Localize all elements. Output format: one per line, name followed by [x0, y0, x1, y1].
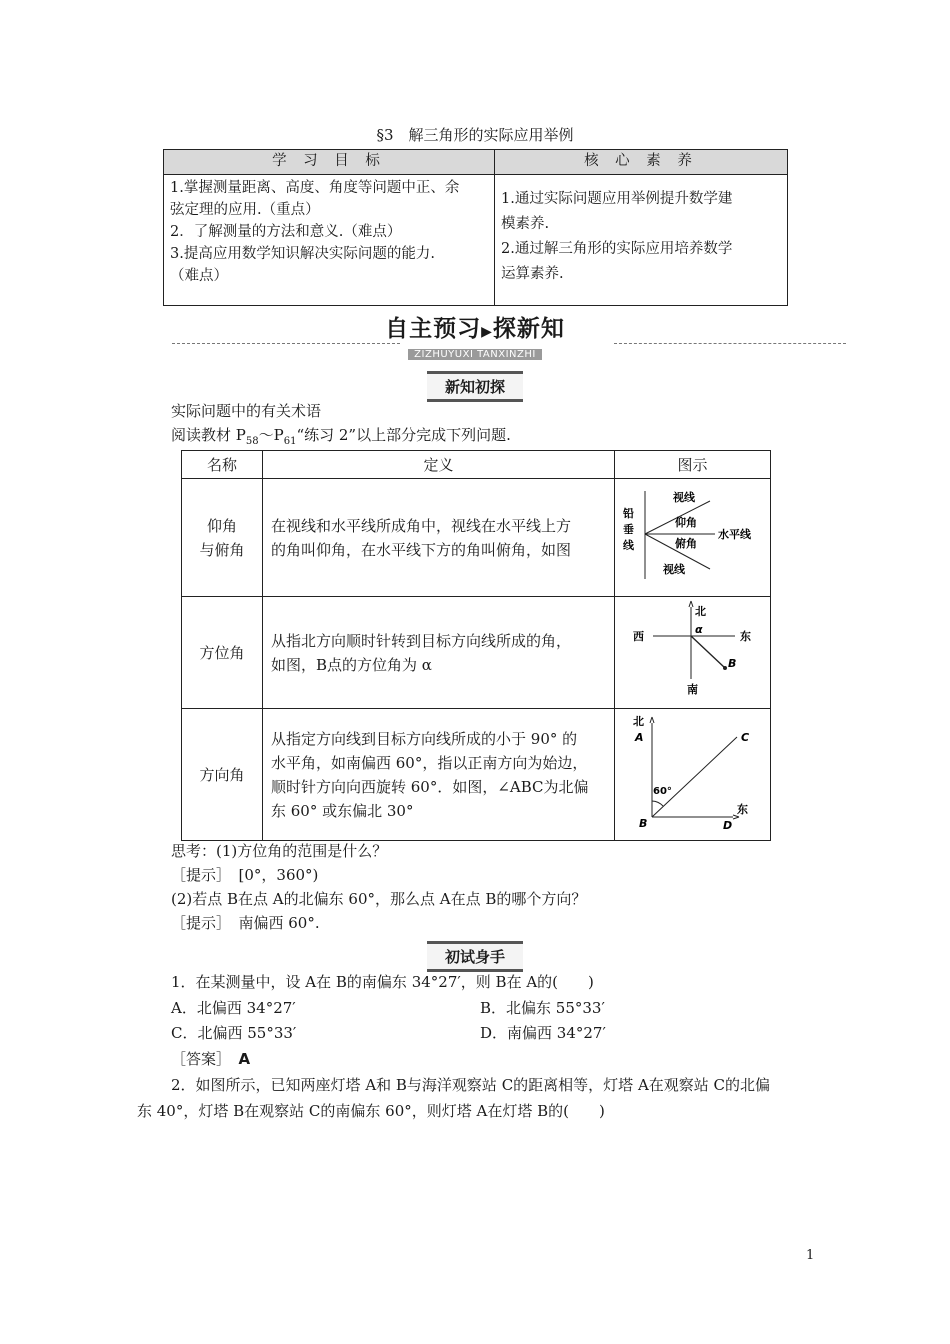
banner-main-text-2: 探新知: [492, 316, 565, 342]
goal-line: 3.提高应用数学知识解决实际问题的能力.: [170, 246, 435, 262]
svg-text:水平线: 水平线: [717, 528, 751, 541]
svg-text:D: D: [722, 819, 733, 832]
svg-text:仰角: 仰角: [674, 516, 697, 529]
goal-line: 弦定理的应用.（重点）: [170, 202, 320, 218]
option-a: A．北偏西 34°27′: [171, 999, 296, 1017]
svg-text:东: 东: [739, 630, 751, 643]
section-banner: [0, 310, 950, 361]
col-name: 名称: [182, 451, 263, 479]
terms-table: [181, 450, 771, 841]
learning-goals-table: [163, 149, 788, 306]
goal-line: （难点）: [170, 268, 228, 284]
table-row: 方位角 从指北方向顺时针转到目标方向线所成的角， 如图，B点的方位角为 α 北 西 东 α B 南: [182, 597, 771, 709]
answer-1: ［答案］ A: [171, 1050, 251, 1068]
goal-line: 1.掌握测量距离、高度、角度等问题中正、余: [170, 180, 460, 196]
table-row: 方向角 从指定方向线到目标方向线所成的小于 90° 的 水平角，如南偏西 60°，指以正南方向为始边， 顺时针方向向西旋转 60°．如图，∠ABC为北偏 东 60° 或东偏北 30° 北 A C 60° B D 东: [182, 709, 771, 841]
literacy-line: 模素养.: [501, 216, 550, 232]
svg-text:B: B: [638, 817, 648, 830]
question-1-stem: 1．在某测量中，设 A在 B的南偏东 34°27′，则 B在 A的( ): [171, 973, 594, 991]
think-question-1: 思考：(1)方位角的范围是什么？: [171, 842, 388, 860]
banner-main-text: 自主预习: [385, 316, 482, 342]
banner-divider-left: [172, 343, 400, 344]
svg-text:视线: 视线: [662, 563, 685, 576]
svg-text:线: 线: [622, 539, 634, 552]
reading-instruction: 阅读教材 $P_{58}\sim P_{61}“$练习 2”以上部分完成下列问题.: [171, 426, 511, 447]
svg-text:南: 南: [686, 683, 698, 696]
svg-text:60°: 60°: [652, 786, 672, 797]
banner-subtitle: ZIZHUYUXI TANXINZHI: [408, 349, 542, 360]
col-definition: 定义: [263, 451, 615, 479]
col-figure: 图示: [614, 451, 770, 479]
table-row: 仰角 与俯角 在视线和水平线所成角中，视线在水平线上方 的角叫仰角，在水平线下方的角叫俯角，如图 铅 垂 线 视线 仰角 俯角 水平线 视线: [182, 479, 771, 597]
svg-text:俯角: 俯角: [674, 537, 697, 550]
svg-text:B: B: [727, 657, 737, 670]
question-2-line-1: 2．如图所示，已知两座灯塔 A和 B与海洋观察站 C的距离相等，灯塔 A在观察站 C的北偏: [171, 1076, 771, 1094]
option-c: C．北偏西 55°33′: [171, 1024, 297, 1042]
svg-text:C: C: [740, 731, 750, 744]
question-2-line-2: 东 40°，灯塔 B在观察站 C的南偏东 60°，则灯塔 A在灯塔 B的( ): [137, 1102, 605, 1120]
think-question-2: (2)若点 B在点 A的北偏东 60°，那么点 A在点 B的哪个方向？: [171, 890, 587, 908]
option-d: D．南偏西 34°27′: [480, 1024, 606, 1042]
svg-text:α: α: [694, 623, 703, 636]
direction-angle-figure: [615, 709, 770, 833]
svg-text:A: A: [634, 731, 644, 744]
literacy-header: 核 心 素 养: [495, 150, 788, 175]
svg-text:北: 北: [694, 605, 706, 618]
svg-text:东: 东: [736, 803, 748, 816]
think-hint-1: ［提示］ [0°，360°): [171, 866, 319, 884]
section-title: §3 解三角形的实际应用举例: [376, 126, 574, 144]
page-number: 1: [806, 1248, 815, 1263]
goals-header: 学 习 目 标: [164, 150, 495, 175]
literacy-line: 2.通过解三角形的实际应用培养数学: [501, 241, 733, 257]
literacy-line: 运算素养.: [501, 266, 564, 282]
goal-line: 2．了解测量的方法和意义.（难点）: [170, 224, 402, 240]
banner-arrow-icon: ▶: [481, 324, 493, 340]
terms-intro: 实际问题中的有关术语: [171, 402, 322, 420]
tag-new-knowledge: 新知初探: [0, 371, 950, 402]
tag-first-try: 初试身手: [0, 941, 950, 972]
think-hint-2: ［提示］ 南偏西 60°.: [171, 914, 320, 932]
svg-text:西: 西: [632, 630, 644, 643]
azimuth-figure: [615, 597, 770, 701]
svg-text:视线: 视线: [672, 491, 695, 504]
option-b: B．北偏东 55°33′: [480, 999, 605, 1017]
svg-text:铅: 铅: [622, 507, 634, 520]
svg-text:北: 北: [632, 715, 644, 728]
literacy-line: 1.通过实际问题应用举例提升数学建: [501, 191, 733, 207]
svg-text:垂: 垂: [622, 523, 634, 536]
banner-divider-right: [614, 343, 846, 344]
elevation-depression-figure: [615, 479, 770, 589]
